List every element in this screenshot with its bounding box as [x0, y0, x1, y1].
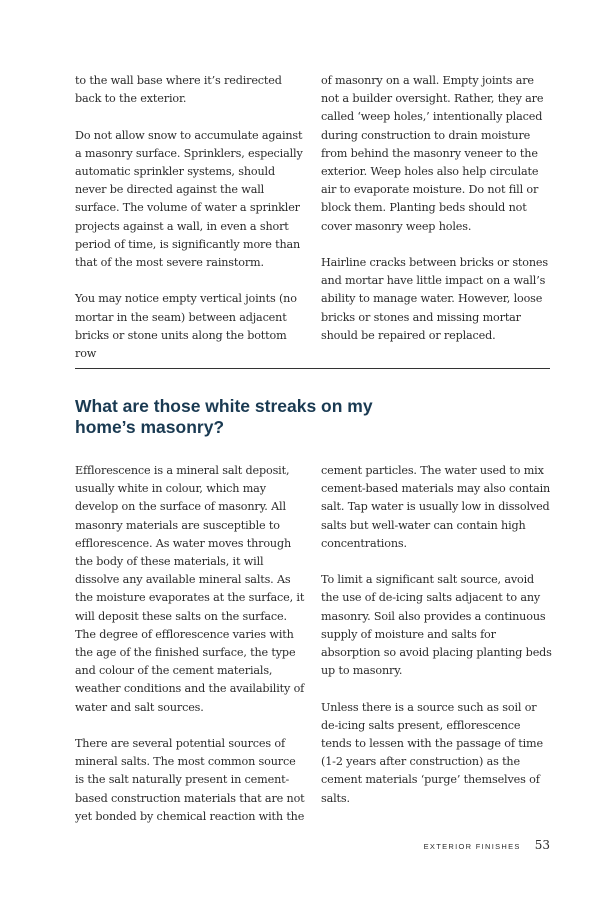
paragraph: Do not allow snow to accumulate against a masonry surface. Sprinklers, especially automatic sprinkler systems, should never be directed against the wall surface. The volume of water a sprinkler projects against a wall, in even a short period of time, is significantly more than that of the most severe rainstorm.	[75, 128, 303, 270]
paragraph: Unless there is a source such as soil or de-icing salts present, efflorescence tends to lessen with the passage of time (1-2 years after construction) as the cement materials ‘purge’ themselves of salts.	[321, 700, 543, 805]
bottom-left-column	[75, 462, 307, 826]
paragraph: Hairline cracks between bricks or stones and mortar have little impact on a wall’s ability to manage water. However, loose bricks or stones and missing mortar should be repaired or replaced.	[321, 256, 548, 342]
paragraph: You may notice empty vertical joints (no mortar in the seam) between adjacent bricks or stone units along the bottom row	[75, 292, 297, 361]
top-right-column	[321, 72, 553, 345]
section-divider	[75, 368, 550, 369]
section-heading: What are those white streaks on my home’s masonry?	[75, 396, 373, 437]
paragraph: There are several potential sources of mineral salts. The most common source is the salt naturally present in cement-based construction materials that are not yet bonded by chemical reaction with the	[75, 737, 305, 823]
top-left-column	[75, 72, 307, 363]
paragraph: Efflorescence is a mineral salt deposit, usually white in colour, which may develop on the surface of masonry. All masonry materials are susceptible to efflorescence. As water moves through the body of these materials, it will dissolve any available mineral salts. As the moisture evaporates at the surface, it will deposit these salts on the surface. The degree of efflorescence varies with the age of the finished surface, the type and colour of the cement materials, weather conditions and the availability of water and salt sources.	[75, 464, 305, 714]
page-number: 53	[534, 838, 550, 852]
page-footer	[424, 838, 550, 852]
paragraph: To limit a significant salt source, avoid the use of de-icing salts adjacent to any masonry. Soil also provides a continuous supply of moisture and salts for absorption so avoid placing planting beds up to masonry.	[321, 573, 552, 678]
bottom-right-column	[321, 462, 553, 808]
paragraph: to the wall base where it’s redirected back to the exterior.	[75, 74, 282, 106]
paragraph: of masonry on a wall. Empty joints are not a builder oversight. Rather, they are called ‘weep holes,’ intentionally placed during construction to drain moisture from behind the masonry veneer to the exterior. Weep holes also help circulate air to evaporate moisture. Do not fill or block them. Planting beds should not cover masonry weep holes.	[321, 74, 544, 233]
footer-section-label: EXTERIOR FINISHES	[423, 842, 521, 851]
paragraph: cement particles. The water used to mix cement-based materials may also contain salt. Tap water is usually low in dissolved salts but well-water can contain high concentrations.	[321, 464, 551, 550]
